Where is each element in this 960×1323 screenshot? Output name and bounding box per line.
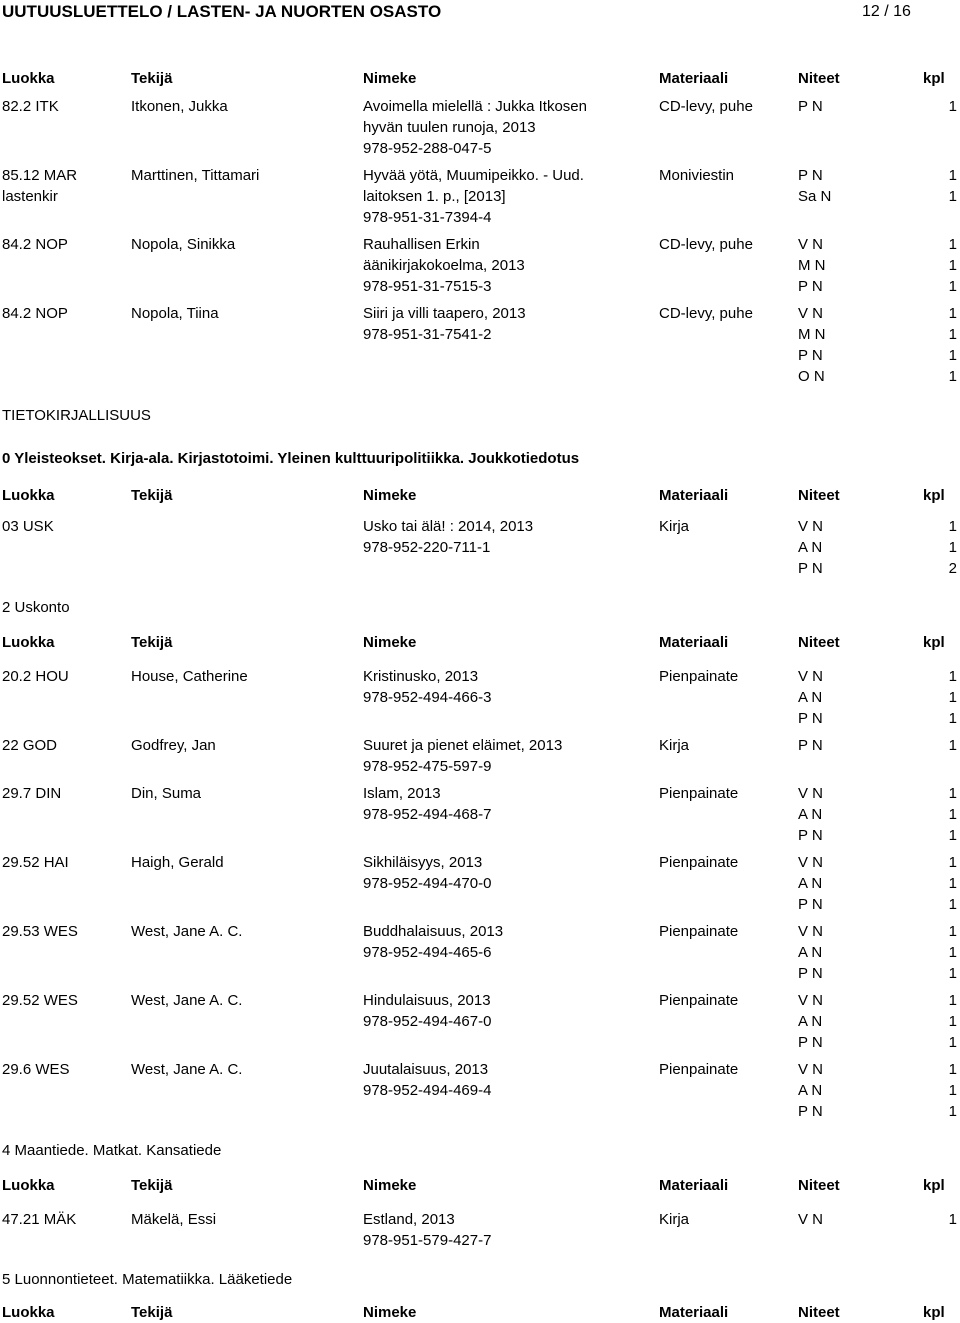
entry-class [2,921,122,942]
entry-title-line: Estland, 2013 [363,1211,455,1228]
entry-copies-line: P N [798,827,823,844]
entry-author-line: Godfrey, Jan [131,737,216,754]
entry-title-line: 978-951-579-427-7 [363,1232,492,1249]
entry-author-line: Mäkelä, Essi [131,1211,217,1228]
entry-copies [798,1059,908,1122]
entry-count-line: 1 [948,944,957,961]
entry-count-line: 1 [948,737,957,754]
entry-class-line: 82.2 ITK [2,98,59,115]
section-heading: 2 Uskonto [2,599,70,616]
column-header-nimeke: Nimeke [363,634,417,651]
entry-title [363,516,653,558]
entry-count-line: 1 [948,854,957,871]
entry-count-line: 1 [948,875,957,892]
entry-class [2,1209,122,1230]
entry-title-line: 978-952-494-469-4 [363,1082,492,1099]
entry-title [363,921,653,963]
column-header-materiaali: Materiaali [659,487,729,504]
column-header-row [0,1175,960,1195]
entry-author [131,165,356,186]
column-header-nimeke: Nimeke [363,487,417,504]
entry-copies [798,165,908,207]
entry-count-line: 1 [948,827,957,844]
entry-author-line: House, Catherine [131,668,248,685]
column-header-luokka: Luokka [2,70,55,87]
column-header-nimeke: Nimeke [363,70,417,87]
column-header-luokka: Luokka [2,487,55,504]
entry-material: Kirja [659,518,690,535]
entry-title [363,783,653,825]
entry-count [920,1059,957,1122]
entry-count-line: 1 [948,1034,957,1051]
entry-title-line: Avoimella mielellä : Jukka Itkosen [363,98,587,115]
entry-material: Pienpainate [659,1061,739,1078]
column-header-row [0,485,960,505]
entry-count-line: 1 [948,278,957,295]
entry-copies-line: V N [798,305,824,322]
entry-copies-line: V N [798,668,824,685]
entry-title-line: Suuret ja pienet eläimet, 2013 [363,737,563,754]
entry-copies-line: A N [798,539,823,556]
entry-class [2,990,122,1011]
entry-copies-line: A N [798,689,823,706]
entry-count-line: 1 [948,236,957,253]
entry-copies-line: P N [798,278,823,295]
entry-title-line: 978-952-494-465-6 [363,944,492,961]
entry-title-line: 978-951-31-7541-2 [363,326,492,343]
column-header-niteet: Niteet [798,70,840,87]
entry-title [363,666,653,708]
entry-count-line: 1 [948,668,957,685]
entry-title-line: 978-952-220-711-1 [363,539,491,556]
column-header-niteet: Niteet [798,1177,840,1194]
column-header-kpl: kpl [923,1304,945,1321]
entry-title-line: 978-952-494-470-0 [363,875,492,892]
column-header-kpl: kpl [923,1177,945,1194]
entry-title-line: Islam, 2013 [363,785,441,802]
column-header-tekija: Tekijä [131,1304,173,1321]
entry-count-line: 1 [948,710,957,727]
entry-copies [798,516,908,579]
entry-author-line: Nopola, Sinikka [131,236,236,253]
entry-class [2,783,122,804]
entry-copies-line: M N [798,257,826,274]
entry-class [2,735,122,756]
entry-title-line: 978-952-475-597-9 [363,758,492,775]
entry-count [920,783,957,846]
entry-class-line: 22 GOD [2,737,58,754]
entry-author-line: Haigh, Gerald [131,854,224,871]
entry-copies-line: M N [798,326,826,343]
entry-title [363,165,653,228]
entry-class [2,96,122,117]
entry-title [363,852,653,894]
column-header-luokka: Luokka [2,634,55,651]
entry-author [131,1209,356,1230]
entry-class-line: 29.7 DIN [2,785,62,802]
column-header-kpl: kpl [923,634,945,651]
page-title: UUTUUSLUETTELO / LASTEN- JA NUORTEN OSASTO [2,2,442,21]
entry-title-line: Siiri ja villi taapero, 2013 [363,305,526,322]
entry-count-line: 1 [948,1211,957,1228]
entry-count [920,666,957,729]
entry-copies-line: V N [798,785,824,802]
entry-count [920,735,957,756]
entry-copies-line: V N [798,992,824,1009]
entry-title-line: Buddhalaisuus, 2013 [363,923,504,940]
entry-count-line: 1 [948,347,957,364]
entry-count-line: 1 [948,1103,957,1120]
entry-title-line: Usko tai älä! : 2014, 2013 [363,518,534,535]
column-header-tekija: Tekijä [131,70,173,87]
entry-material: Pienpainate [659,992,739,1009]
entry-author-line: Din, Suma [131,785,202,802]
entry-author-line [131,516,356,537]
entry-class [2,165,122,207]
entry-title [363,1059,653,1101]
entry-author [131,783,356,804]
entry-title-line: 978-951-31-7394-4 [363,209,492,226]
entry-title-line: äänikirjakokoelma, 2013 [363,257,525,274]
entry-copies-line: A N [798,806,823,823]
entry-author-line: West, Jane A. C. [131,923,243,940]
entry-count [920,96,957,117]
entry-material: Moniviestin [659,167,735,184]
column-header-row [0,68,960,88]
entry-count-line: 1 [948,1082,957,1099]
entry-copies-line: P N [798,965,823,982]
entry-title-line: 978-952-288-047-5 [363,140,492,157]
column-header-materiaali: Materiaali [659,634,729,651]
entry-class [2,303,122,324]
entry-count-line: 1 [948,518,957,535]
column-header-nimeke: Nimeke [363,1177,417,1194]
entry-count [920,990,957,1053]
entry-count-line: 1 [948,1013,957,1030]
entry-title-line: Hindulaisuus, 2013 [363,992,491,1009]
entry-material: Pienpainate [659,854,739,871]
entry-copies [798,735,908,756]
entry-count [920,852,957,915]
entry-author [131,735,356,756]
entry-copies [798,666,908,729]
entry-copies-line: P N [798,1103,823,1120]
entry-title-line: laitoksen 1. p., [2013] [363,188,506,205]
column-header-niteet: Niteet [798,487,840,504]
entry-class-line: 47.21 MÄK [2,1211,77,1228]
entry-count-line: 1 [948,896,957,913]
entry-class-line: 03 USK [2,518,54,535]
entry-copies-line: Sa N [798,188,832,205]
entry-copies-line: P N [798,347,823,364]
entry-material: CD-levy, puhe [659,98,753,115]
entry-title [363,1209,653,1251]
entry-count-line: 1 [948,188,957,205]
entry-title-line: Sikhiläisyys, 2013 [363,854,483,871]
entry-count [920,234,957,297]
entry-class-line: 29.6 WES [2,1061,70,1078]
entry-count-line: 1 [948,965,957,982]
entry-count-line: 1 [948,167,957,184]
column-header-tekija: Tekijä [131,634,173,651]
entry-author [131,303,356,324]
column-header-kpl: kpl [923,70,945,87]
entry-copies-line: P N [798,1034,823,1051]
entry-author [131,921,356,942]
entry-title-line: hyvän tuulen runoja, 2013 [363,119,536,136]
column-header-row [0,632,960,652]
entry-copies-line: A N [798,1013,823,1030]
entry-count-line: 1 [948,689,957,706]
column-header-materiaali: Materiaali [659,1177,729,1194]
entry-class [2,516,122,537]
column-header-kpl: kpl [923,487,945,504]
entry-copies-line: A N [798,944,823,961]
entry-author-line: Itkonen, Jukka [131,98,228,115]
section-heading: 0 Yleisteokset. Kirja-ala. Kirjastotoimi. Yleinen kulttuuripolitiikka. Joukkotiedotus [2,450,580,467]
entry-count [920,303,957,387]
entry-material: Kirja [659,737,690,754]
entry-copies-line: A N [798,875,823,892]
entry-copies-line: P N [798,896,823,913]
entry-author [131,516,356,537]
entry-copies [798,783,908,846]
entry-class-line: 29.53 WES [2,923,78,940]
section-heading: TIETOKIRJALLISUUS [2,407,151,424]
entry-class [2,852,122,873]
entry-author-line: Marttinen, Tittamari [131,167,260,184]
entry-class-line: 29.52 HAI [2,854,69,871]
entry-author-line: West, Jane A. C. [131,1061,243,1078]
entry-title-line: Kristinusko, 2013 [363,668,479,685]
entry-copies-line: V N [798,236,824,253]
entry-material: Kirja [659,1211,690,1228]
entry-copies-line: V N [798,1061,824,1078]
entry-title-line: 978-952-494-467-0 [363,1013,492,1030]
entry-author [131,96,356,117]
entry-copies-line: P N [798,710,823,727]
entry-count-line: 1 [948,1061,957,1078]
entry-copies-line: P N [798,737,823,754]
entry-count-line: 2 [948,560,957,577]
entry-copies-line: P N [798,560,823,577]
column-header-tekija: Tekijä [131,487,173,504]
entry-copies-line: O N [798,368,825,385]
entry-count [920,165,957,207]
entry-class-line: 84.2 NOP [2,236,68,253]
entry-author [131,852,356,873]
entry-title-line: Juutalaisuus, 2013 [363,1061,489,1078]
column-header-materiaali: Materiaali [659,1304,729,1321]
entry-copies-line: V N [798,923,824,940]
column-header-tekija: Tekijä [131,1177,173,1194]
entry-copies-line: A N [798,1082,823,1099]
entry-count-line: 1 [948,923,957,940]
entry-class-line: lastenkir [2,188,58,205]
entry-title [363,735,653,777]
entry-class-line: 85.12 MAR [2,167,78,184]
entry-count [920,516,957,579]
entry-author-line: Nopola, Tiina [131,305,219,322]
entry-author [131,666,356,687]
entry-copies [798,852,908,915]
entry-title-line: 978-952-494-466-3 [363,689,492,706]
entry-title-line: 978-951-31-7515-3 [363,278,492,295]
entry-count-line: 1 [948,98,957,115]
entry-author-line: West, Jane A. C. [131,992,243,1009]
entry-copies [798,96,908,117]
entry-count-line: 1 [948,305,957,322]
entry-count-line: 1 [948,785,957,802]
entry-count [920,1209,957,1230]
entry-count-line: 1 [948,992,957,1009]
entry-copies [798,990,908,1053]
entry-count-line: 1 [948,539,957,556]
entry-class-line: 84.2 NOP [2,305,68,322]
entry-material: Pienpainate [659,923,739,940]
entry-copies [798,921,908,984]
entry-material: Pienpainate [659,668,739,685]
column-header-row [0,1302,960,1322]
entry-title-line: Hyvää yötä, Muumipeikko. - Uud. [363,167,584,184]
entry-copies [798,1209,908,1230]
entry-count-line: 1 [948,326,957,343]
column-header-nimeke: Nimeke [363,1304,417,1321]
entry-title [363,96,653,159]
entry-title [363,303,653,345]
entry-author [131,990,356,1011]
page-number: 12 / 16 [862,3,911,20]
entry-class [2,1059,122,1080]
entry-copies-line: V N [798,518,824,535]
entry-class [2,234,122,255]
entry-copies-line: V N [798,854,824,871]
entry-count-line: 1 [948,806,957,823]
column-header-niteet: Niteet [798,1304,840,1321]
entry-copies-line: P N [798,167,823,184]
entry-count [920,921,957,984]
column-header-materiaali: Materiaali [659,70,729,87]
entry-copies [798,303,908,387]
entry-class-line: 29.52 WES [2,992,78,1009]
entry-title-line: Rauhallisen Erkin [363,236,480,253]
entry-title [363,234,653,297]
column-header-luokka: Luokka [2,1177,55,1194]
entry-author [131,1059,356,1080]
entry-class [2,666,122,687]
section-heading: 4 Maantiede. Matkat. Kansatiede [2,1142,222,1159]
entry-material: CD-levy, puhe [659,236,753,253]
entry-copies-line: V N [798,1211,824,1228]
entry-count-line: 1 [948,368,957,385]
entry-author [131,234,356,255]
entry-count-line: 1 [948,257,957,274]
entry-material: CD-levy, puhe [659,305,753,322]
entry-title [363,990,653,1032]
entry-copies-line: P N [798,98,823,115]
column-header-niteet: Niteet [798,634,840,651]
entry-title-line: 978-952-494-468-7 [363,806,492,823]
entry-copies [798,234,908,297]
section-heading: 5 Luonnontieteet. Matematiikka. Lääketiede [2,1271,293,1288]
entry-material: Pienpainate [659,785,739,802]
column-header-luokka: Luokka [2,1304,55,1321]
entry-class-line: 20.2 HOU [2,668,69,685]
